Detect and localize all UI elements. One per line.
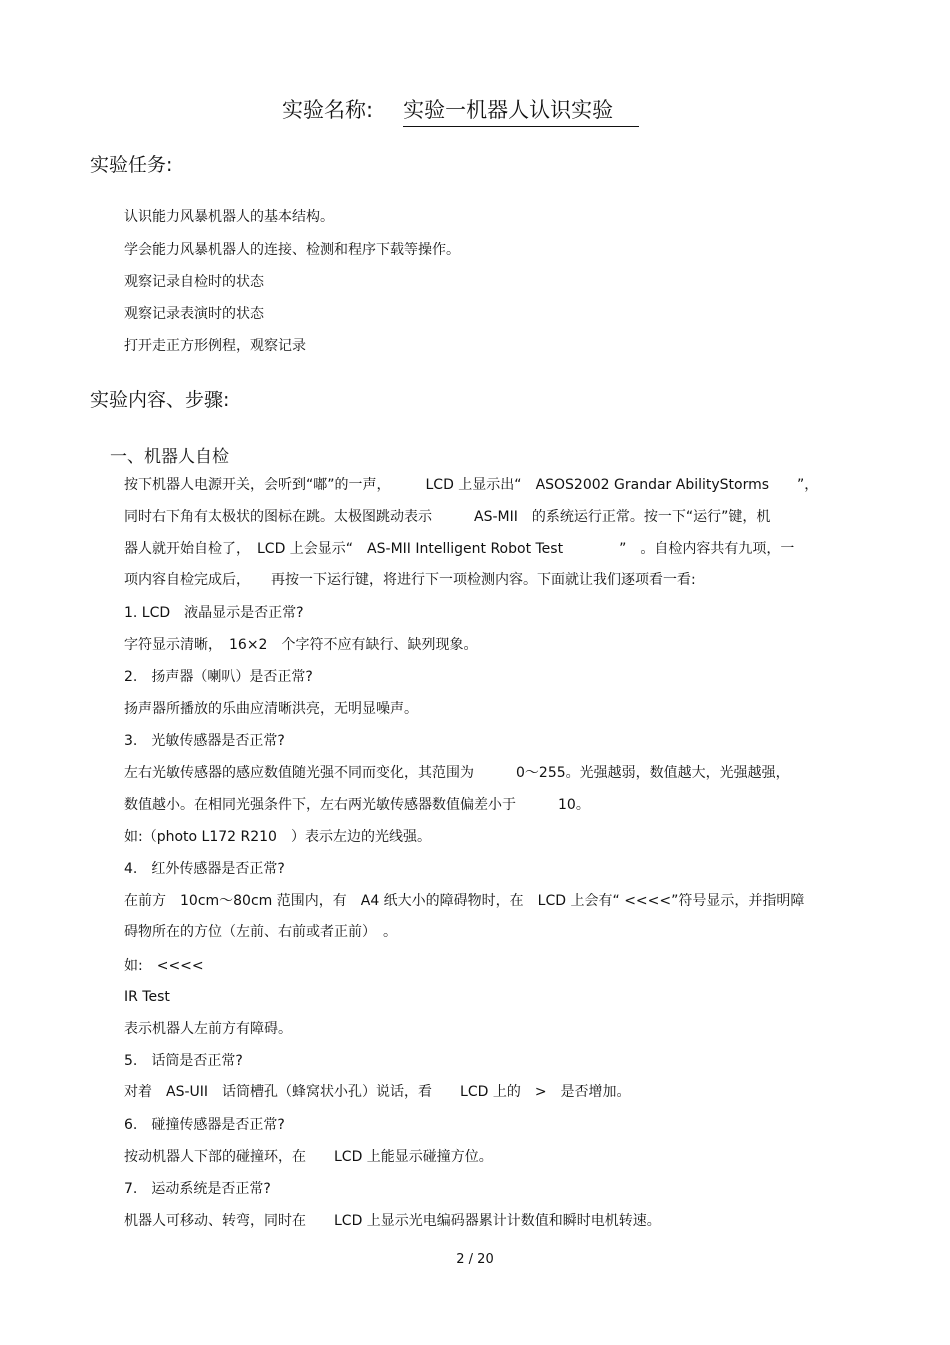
body-line: 如:（photo L172 R210 ）表示左边的光线强。 [124,829,431,845]
body-line: 数值越小。在相同光强条件下，左右两光敏传感器数值偏差小于 10。 [124,797,590,813]
body-line: 在前方 10cm～80cm 范围内，有 A4 纸大小的障碍物时，在 LCD 上会有“ <<<<”符号显示，并指明障 [124,893,805,909]
task-item: 打开走正方形例程，观察记录 [124,338,306,354]
body-line: 机器人可移动、转弯，同时在 LCD 上显示光电编码器累计计数值和瞬时电机转速。 [124,1213,661,1229]
body-line: 3. 光敏传感器是否正常? [124,733,285,749]
body-line: 碍物所在的方位（左前、右前或者正前） 。 [124,924,397,940]
section-heading-task: 实验任务: [90,154,173,176]
task-item: 观察记录表演时的状态 [124,306,264,322]
body-line: 6. 碰撞传感器是否正常? [124,1117,285,1133]
section-heading-content: 实验内容、步骤: [90,389,230,411]
body-line: 1. LCD 液晶显示是否正常? [124,605,304,621]
task-item: 学会能力风暴机器人的连接、检测和程序下载等操作。 [124,242,460,258]
page-number: 2 / 20 [456,1252,494,1267]
body-line: 表示机器人左前方有障碍。 [124,1021,292,1037]
body-line: 左右光敏传感器的感应数值随光强不同而变化，其范围为 0～255。光强越弱，数值越大，光强越强， [124,765,790,781]
body-line: 如: <<<< [124,958,204,974]
title-value: 实验一机器人认识实验 [403,94,639,127]
body-line: 按下机器人电源开关，会听到“嘟”的一声， LCD 上显示出“ ASOS2002 Grandar AbilityStorms ”， [124,477,819,493]
body-line: 7. 运动系统是否正常? [124,1181,271,1197]
body-line: 对着 AS-UII 话筒槽孔（蜂窝状小孔）说话，看 LCD 上的 > 是否增加。 [124,1084,631,1100]
body-line: 同时右下角有太极状的图标在跳。太极图跳动表示 AS-MII 的系统运行正常。按一下“运行”键，机 [124,509,771,525]
body-line: 按动机器人下部的碰撞环，在 LCD 上能显示碰撞方位。 [124,1149,493,1165]
body-line: 4. 红外传感器是否正常? [124,861,285,877]
body-line: 字符显示清晰， 16×2 个字符不应有缺行、缺列现象。 [124,637,478,653]
body-line: 5. 话筒是否正常? [124,1053,243,1069]
experiment-title [282,94,639,127]
subsection-heading: 一、机器人自检 [110,447,229,467]
task-item: 认识能力风暴机器人的基本结构。 [124,209,334,225]
body-line: 项内容自检完成后， 再按一下运行键，将进行下一项检测内容。下面就让我们逐项看一看: [124,572,696,588]
body-line: IR Test [124,989,170,1005]
body-line: 扬声器所播放的乐曲应清晰洪亮，无明显噪声。 [124,701,418,717]
task-item: 观察记录自检时的状态 [124,274,264,290]
body-line: 2. 扬声器（喇叭）是否正常? [124,669,313,685]
title-label: 实验名称: [282,98,374,122]
body-line: 器人就开始自检了， LCD 上会显示“ AS-MII Intelligent Robot Test ” 。自检内容共有九项，一 [124,541,795,557]
